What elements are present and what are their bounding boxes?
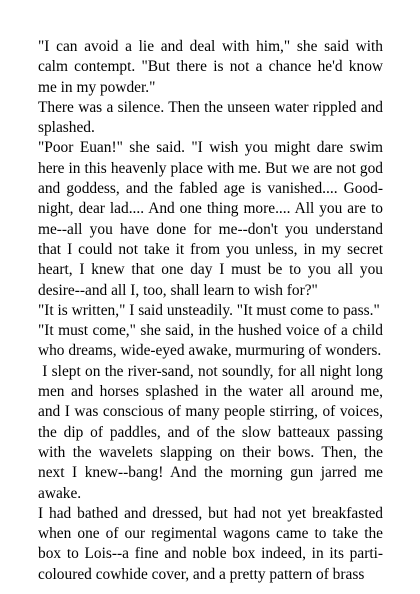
paragraph-5: "It must come," she said, in the hushed voice of a child who dreams, wide-eyed awake, murmuring of wonders. — [38, 322, 383, 360]
paragraph-6: I slept on the river-sand, not soundly, for all night long men and horses splashed in the water all around me, and I was conscious of many people stirring, of voices, the dip of paddles, and of the slow batteaux passing with the wavelets slapping on their bows. Then, the next I knew--bang! And the morning gun jarred me awake. — [38, 362, 387, 502]
paragraph-7: I had bathed and dressed, but had not yet breakfasted when one of our regimental wagons came to take the box to Lois--a fine and noble box indeed, in its parti-coloured cowhide cover, and a pretty pattern of brass — [38, 504, 383, 583]
document-page — [38, 37, 387, 585]
paragraph-1: "I can avoid a lie and deal with him," she said with calm contempt. "But there is not a chance he'd know me in my powder." — [38, 38, 383, 96]
paragraph-2: There was a silence. Then the unseen water rippled and splashed. — [38, 98, 383, 137]
paragraph-4: "It is written," I said unsteadily. "It must come to pass." — [38, 301, 380, 319]
paragraph-3: "Poor Euan!" she said. "I wish you might dare swim here in this heavenly place with me. But we are not god and goddess, and the fabled age is vanished.... Good-night, dear lad.... And one thing more.... All you are to me--all you have done for me--don't you understand that I could not take it from you unless, in my secret heart, I knew that one day I must be to you all you desire--and all I, too, shall learn to wish for?" — [38, 139, 383, 299]
